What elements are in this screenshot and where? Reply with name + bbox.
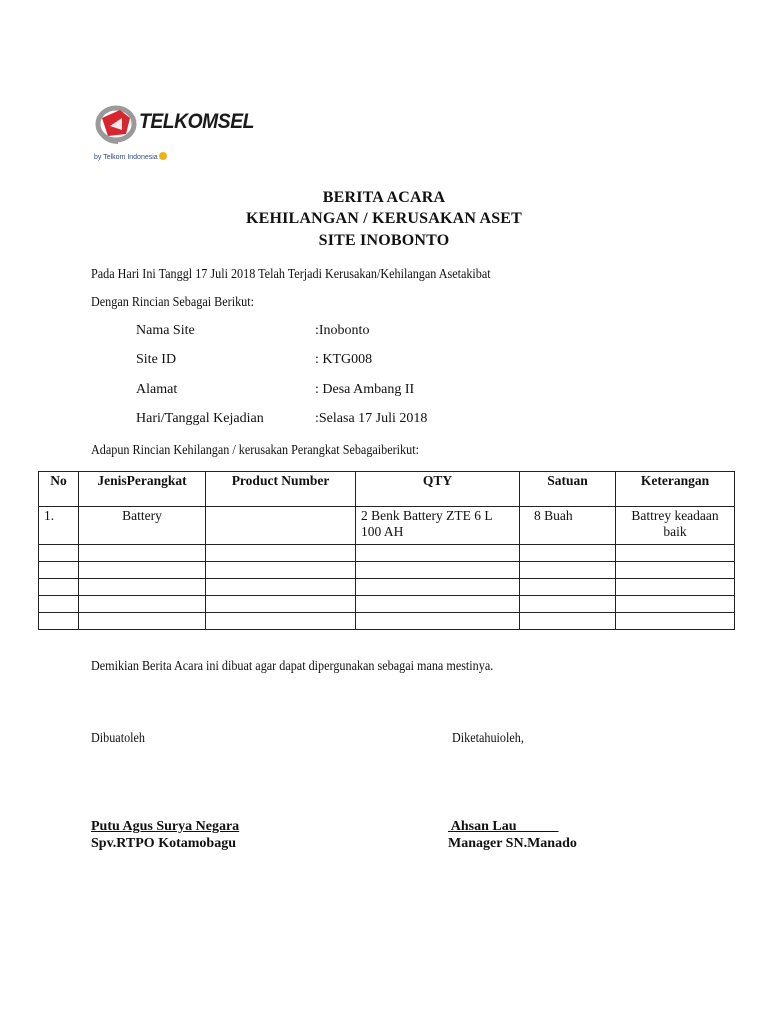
- site-name-value: :Inobonto: [315, 323, 370, 338]
- address-label: Alamat: [136, 382, 178, 397]
- site-name-label: Nama Site: [136, 323, 195, 338]
- telkomsel-logo: [92, 96, 252, 168]
- header-product-number: Product Number: [206, 472, 356, 507]
- telkomsel-emblem-icon: [92, 96, 142, 146]
- preparer-role: Spv.RTPO Kotamobagu: [91, 836, 236, 851]
- closing-statement: Demikian Berita Acara ini dibuat agar dapat dipergunakan sebagai mana mestinya.: [91, 658, 494, 673]
- cell-no: 1.: [39, 507, 79, 545]
- cell-product: [206, 507, 356, 545]
- incident-date-value: :Selasa 17 Juli 2018: [315, 411, 428, 426]
- table-intro-text: Adapun Rincian Kehilangan / kerusakan Perangkat Sebagaiberikut:: [91, 442, 419, 457]
- acknowledged-by-caption: Diketahuioleh,: [452, 730, 524, 745]
- incident-date-label: Hari/Tanggal Kejadian: [136, 411, 264, 426]
- sun-icon: [159, 152, 167, 160]
- table-row: [39, 507, 735, 545]
- header-qty: QTY: [356, 472, 520, 507]
- table-row-empty: [39, 545, 735, 562]
- approver-role: Manager SN.Manado: [448, 836, 577, 851]
- header-satuan: Satuan: [520, 472, 616, 507]
- header-jenis-perangkat: JenisPerangkat: [79, 472, 206, 507]
- site-id-value: : KTG008: [315, 352, 373, 367]
- logo-tagline: [94, 152, 167, 161]
- intro-subparagraph: Dengan Rincian Sebagai Berikut:: [91, 294, 254, 309]
- intro-paragraph: Pada Hari Ini Tanggl 17 Juli 2018 Telah Terjadi Kerusakan/Kehilangan Asetakibat: [91, 266, 491, 281]
- document-title-line2: KEHILANGAN / KERUSAKAN ASET: [245, 210, 523, 227]
- preparer-name: Putu Agus Surya Negara: [91, 819, 240, 834]
- table-header-row: [39, 472, 735, 507]
- approver-name: Ahsan Lau: [448, 819, 559, 834]
- table-row-empty: [39, 579, 735, 596]
- address-value: : Desa Ambang II: [315, 382, 415, 397]
- table-row-empty: [39, 596, 735, 613]
- cell-satuan: 8 Buah: [520, 507, 616, 545]
- logo-tagline-text: by Telkom Indonesia: [94, 154, 158, 161]
- table-row-empty: [39, 562, 735, 579]
- document-title-line3: SITE INOBONTO: [318, 232, 450, 249]
- document-title-line1: BERITA ACARA: [322, 189, 446, 206]
- header-keterangan: Keterangan: [616, 472, 735, 507]
- asset-table: [38, 471, 735, 630]
- cell-keterangan: Battrey keadaan baik: [616, 507, 735, 545]
- cell-jenis: Battery: [79, 507, 206, 545]
- header-no: No: [39, 472, 79, 507]
- table-row-empty: [39, 613, 735, 630]
- prepared-by-caption: Dibuatoleh: [91, 730, 145, 745]
- site-id-label: Site ID: [136, 352, 177, 367]
- cell-qty: 2 Benk Battery ZTE 6 L 100 AH: [356, 507, 520, 545]
- logo-brand-text: TELKOMSEL: [139, 110, 254, 133]
